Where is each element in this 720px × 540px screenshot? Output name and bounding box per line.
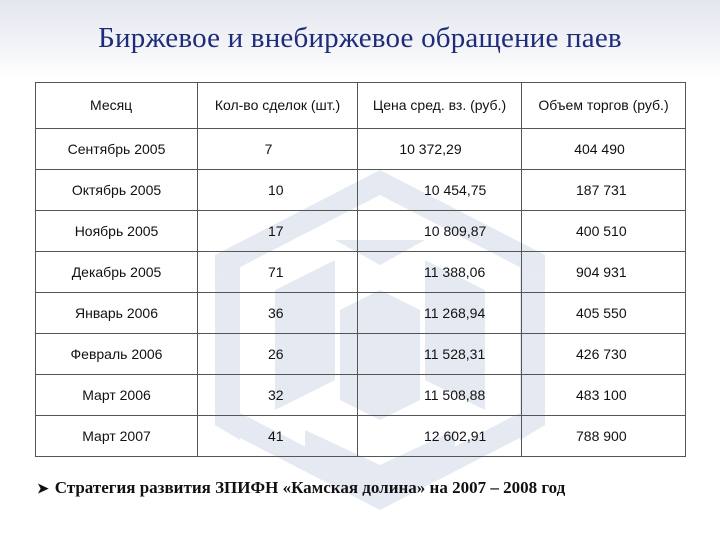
table-row	[36, 375, 686, 416]
table-row	[36, 211, 686, 252]
trading-table	[35, 82, 686, 457]
cell-month: Март 2007	[36, 416, 198, 457]
strategy-bullet-text: Стратегия развития ЗПИФН «Камская долина» на 2007 – 2008 год	[54, 478, 566, 497]
cell-price: 12 602,91	[358, 416, 522, 457]
strategy-bullet	[37, 478, 707, 498]
cell-deals: 36	[198, 293, 358, 334]
cell-deals: 17	[198, 211, 358, 252]
cell-month: Январь 2006	[36, 293, 198, 334]
header-volume: Объем торгов (руб.)	[522, 83, 686, 129]
table-row	[36, 129, 686, 170]
cell-price: 11 528,31	[358, 334, 522, 375]
header-month: Месяц	[36, 83, 198, 129]
cell-price: 10 454,75	[358, 170, 522, 211]
cell-volume: 904 931	[522, 252, 686, 293]
table-row	[36, 416, 686, 457]
cell-deals: 41	[198, 416, 358, 457]
cell-volume: 426 730	[522, 334, 686, 375]
cell-month: Сентябрь 2005	[36, 129, 198, 170]
slide-title: Биржевое и внебиржевое обращение паев	[98, 22, 622, 54]
cell-price: 10 372,29	[358, 129, 522, 170]
header-deals: Кол-во сделок (шт.)	[198, 83, 358, 129]
cell-deals: 32	[198, 375, 358, 416]
cell-month: Октябрь 2005	[36, 170, 198, 211]
cell-volume: 400 510	[522, 211, 686, 252]
cell-price: 11 388,06	[358, 252, 522, 293]
header-price: Цена сред. вз. (руб.)	[358, 83, 522, 129]
cell-month: Февраль 2006	[36, 334, 198, 375]
table-row	[36, 293, 686, 334]
cell-month: Ноябрь 2005	[36, 211, 198, 252]
cell-month: Март 2006	[36, 375, 198, 416]
cell-deals: 7	[198, 129, 358, 170]
cell-month: Декабрь 2005	[36, 252, 198, 293]
table-row	[36, 252, 686, 293]
cell-volume: 187 731	[522, 170, 686, 211]
cell-deals: 71	[198, 252, 358, 293]
cell-price: 10 809,87	[358, 211, 522, 252]
cell-volume: 788 900	[522, 416, 686, 457]
table-row	[36, 334, 686, 375]
cell-price: 11 508,88	[358, 375, 522, 416]
cell-deals: 26	[198, 334, 358, 375]
cell-volume: 405 550	[522, 293, 686, 334]
cell-price: 11 268,94	[358, 293, 522, 334]
cell-volume: 404 490	[522, 129, 686, 170]
table-header-row	[36, 83, 686, 129]
arrow-bullet-icon: ➤	[37, 482, 49, 497]
cell-volume: 483 100	[522, 375, 686, 416]
table-row	[36, 170, 686, 211]
cell-deals: 10	[198, 170, 358, 211]
